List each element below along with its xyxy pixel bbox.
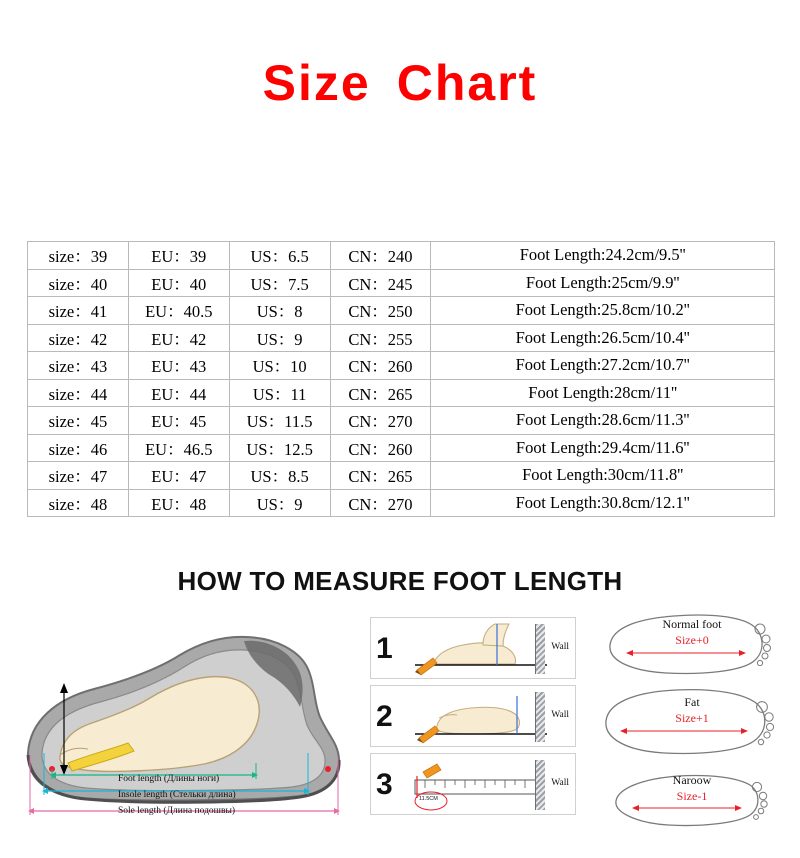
table-row [28, 379, 775, 407]
measure-point-back [325, 766, 331, 772]
cell-us: US：10 [229, 352, 330, 380]
measure-step-2 [370, 685, 576, 747]
cell-cn: CN：265 [330, 462, 431, 490]
table-row [28, 242, 775, 270]
shoe-cross-section-illustration [8, 603, 360, 843]
caption-sole-length: Sole length (Длина подошвы) [118, 806, 236, 816]
cell-foot-length: Foot Length:30.8cm/12.1'' [431, 489, 775, 517]
pencil-icon [423, 764, 441, 778]
table-row [28, 269, 775, 297]
insole-length-arrow-left [42, 788, 48, 794]
cell-cn: CN：250 [330, 297, 431, 325]
width-arrow-left [632, 805, 639, 811]
pencil-icon [417, 658, 437, 675]
leg-shape [483, 624, 509, 646]
cell-size: size：48 [28, 489, 129, 517]
cell-size: size：43 [28, 352, 129, 380]
wall-label: Wall [551, 778, 569, 788]
measure-step-1 [370, 617, 576, 679]
cell-us: US：11 [229, 379, 330, 407]
page-title-word-size: Size [262, 55, 371, 111]
cell-eu: EU：39 [128, 242, 229, 270]
foot-type-size: Size+0 [675, 633, 709, 647]
cell-us: US：8.5 [229, 462, 330, 490]
cell-us: US：11.5 [229, 407, 330, 435]
cell-cn: CN：270 [330, 407, 431, 435]
cell-foot-length: Foot Length:28.6cm/11.3'' [431, 407, 775, 435]
cell-cn: CN：260 [330, 434, 431, 462]
toe-4 [758, 808, 764, 814]
cell-us: US：8 [229, 297, 330, 325]
cell-eu: EU：42 [128, 324, 229, 352]
size-chart-table-body [28, 242, 775, 517]
cell-foot-length: Foot Length:29.4cm/11.6'' [431, 434, 775, 462]
cell-foot-length: Foot Length:25.8cm/10.2'' [431, 297, 775, 325]
toe-5 [754, 815, 759, 820]
wall-hatching [535, 692, 545, 742]
cell-foot-length: Foot Length:28cm/11'' [431, 379, 775, 407]
table-row [28, 324, 775, 352]
cell-foot-length: Foot Length:26.5cm/10.4'' [431, 324, 775, 352]
foot-type-size: Size-1 [676, 789, 708, 803]
height-arrow-head-top [60, 683, 68, 693]
cell-cn: CN：260 [330, 352, 431, 380]
table-row [28, 489, 775, 517]
toe-4 [764, 732, 770, 738]
step-3-illustration [371, 754, 577, 816]
cell-size: size：44 [28, 379, 129, 407]
wall-label: Wall [551, 710, 569, 720]
page-title [0, 55, 800, 111]
foot-type-narrow [594, 763, 790, 837]
cell-us: US：9 [229, 489, 330, 517]
cell-eu: EU：45 [128, 407, 229, 435]
table-row [28, 462, 775, 490]
cell-cn: CN：245 [330, 269, 431, 297]
step-2-illustration [371, 686, 577, 748]
step-1-illustration [371, 618, 577, 680]
table-row [28, 352, 775, 380]
cell-foot-length: Foot Length:27.2cm/10.7'' [431, 352, 775, 380]
measure-step-3 [370, 753, 576, 815]
wall-hatching [535, 760, 545, 810]
cell-size: size：41 [28, 297, 129, 325]
cell-cn: CN：240 [330, 242, 431, 270]
cell-size: size：46 [28, 434, 129, 462]
foot-type-name: Naroow [672, 773, 712, 787]
foot-top-shape [437, 707, 520, 734]
cell-foot-length: Foot Length:24.2cm/9.5'' [431, 242, 775, 270]
measurement-captions [118, 771, 236, 819]
cell-size: size：40 [28, 269, 129, 297]
foot-type-name: Normal foot [662, 617, 722, 631]
cell-cn: CN：265 [330, 379, 431, 407]
toe-5 [757, 660, 762, 665]
cell-eu: EU：40.5 [128, 297, 229, 325]
step-number: 2 [376, 700, 393, 733]
cell-us: US：9 [229, 324, 330, 352]
cell-size: size：45 [28, 407, 129, 435]
cell-us: US：7.5 [229, 269, 330, 297]
cell-eu: EU：44 [128, 379, 229, 407]
cell-foot-length: Foot Length:30cm/11.8'' [431, 462, 775, 490]
foot-type-name: Fat [684, 695, 700, 709]
cell-eu: EU：47 [128, 462, 229, 490]
how-to-measure-panel [8, 603, 792, 843]
foot-type-guide [594, 607, 792, 839]
caption-insole-length: Insole length (Стельки длина) [118, 790, 236, 800]
measure-steps [370, 617, 578, 825]
width-arrow-right [735, 805, 742, 811]
step-number: 1 [376, 632, 393, 665]
table-row [28, 434, 775, 462]
foot-type-normal [594, 607, 790, 681]
width-arrow-right [739, 650, 746, 656]
table-row [28, 407, 775, 435]
cell-eu: EU：40 [128, 269, 229, 297]
width-arrow-left [626, 650, 633, 656]
cell-size: size：47 [28, 462, 129, 490]
cell-eu: EU：48 [128, 489, 229, 517]
how-to-measure-heading: HOW TO MEASURE FOOT LENGTH [177, 566, 623, 596]
foot-type-fat [594, 685, 790, 759]
sole-length-arrow-left [28, 808, 34, 814]
cell-eu: EU：46.5 [128, 434, 229, 462]
size-chart-table [27, 241, 775, 517]
width-arrow-left [620, 728, 627, 734]
page-title-word-chart: Chart [396, 55, 538, 111]
toe-4 [762, 653, 768, 659]
wall-hatching [535, 624, 545, 674]
cell-us: US：12.5 [229, 434, 330, 462]
cell-eu: EU：43 [128, 352, 229, 380]
cell-size: size：39 [28, 242, 129, 270]
foot-type-size: Size+1 [675, 711, 709, 725]
size-chart-table-container [27, 241, 775, 517]
caption-foot-length: Foot length (Длины ноги) [118, 774, 220, 784]
cell-us: US：6.5 [229, 242, 330, 270]
cell-cn: CN：270 [330, 489, 431, 517]
cell-size: size：42 [28, 324, 129, 352]
cell-cn: CN：255 [330, 324, 431, 352]
step-number: 3 [376, 768, 393, 801]
ruler-reading: 11.5CM [419, 796, 438, 802]
sole-length-arrow-right [334, 808, 340, 814]
width-arrow-right [741, 728, 748, 734]
table-row [28, 297, 775, 325]
cell-foot-length: Foot Length:25cm/9.9'' [431, 269, 775, 297]
toe-5 [758, 739, 763, 744]
wall-label: Wall [551, 642, 569, 652]
